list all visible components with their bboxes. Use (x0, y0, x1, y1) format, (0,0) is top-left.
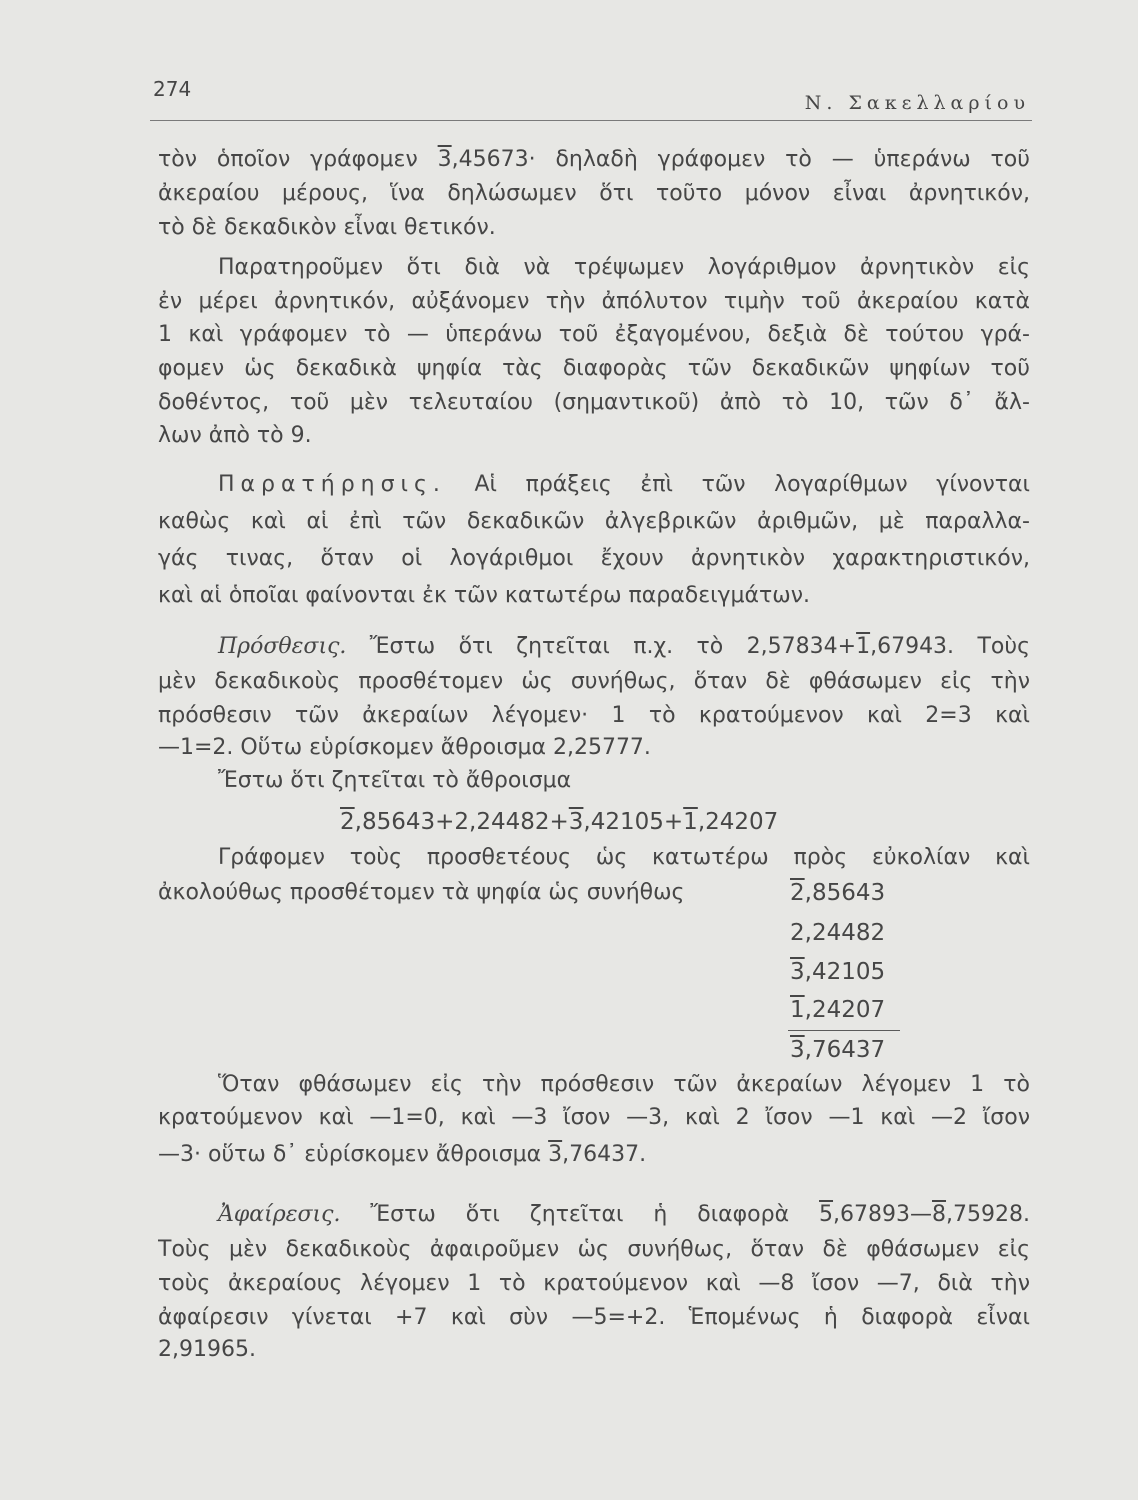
negative-characteristic: 8 (932, 1202, 947, 1227)
negative-characteristic: 3 (790, 1037, 805, 1063)
text-line: μὲν δεκαδικοὺς προσθέτομεν ὡς συνήθως, ὅταν δὲ φθάσωμεν εἰς τὴν (158, 669, 1030, 694)
text-line: Ἔστω ὅτι ζητεῖται τὸ ἄθροισμα (218, 768, 572, 793)
negative-characteristic: 5 (819, 1202, 834, 1227)
addend-2: 2,24482 (790, 920, 886, 946)
addend-digits: ,24207 (804, 997, 886, 1023)
text-line: ἀκεραίου μέρους, ἵνα δηλώσωμεν ὅτι τοῦτο μόνον εἶναι ἀρνητικόν, (158, 181, 1030, 206)
text-line: δοθέντος, τοῦ μὲν τελευταίου (σημαντικοῦ) ἀπὸ τὸ 10, τῶν δ᾽ ἄλ- (158, 390, 1030, 415)
sum-rule (788, 1030, 900, 1031)
text-line: ἀκολούθως προσθέτομεν τὰ ψηφία ὡς συνήθως (158, 880, 685, 905)
text-segment: ,42105+ (583, 809, 684, 835)
header-rule (150, 120, 1032, 121)
text-line: Τοὺς μὲν δεκαδικοὺς ἀφαιροῦμεν ὡς συνήθως, ὅταν δὲ φθάσωμεν εἰς (158, 1237, 1030, 1262)
negative-characteristic: 1 (683, 809, 698, 835)
text-segment: ,67893— (833, 1202, 933, 1227)
section-heading-addition: Πρόσθεσις. (218, 634, 347, 659)
negative-characteristic: 3 (548, 1142, 563, 1167)
text-line: Ὅταν φθάσωμεν εἰς τὴν πρόσθεσιν τῶν ἀκεραίων λέγομεν 1 τὸ (218, 1072, 1030, 1097)
running-head: Ν. Σακελλαρίου (804, 92, 1030, 114)
text-segment: Ἔστω ὅτι ζητεῖται ἡ διαφορὰ (340, 1202, 820, 1227)
sum-result (790, 1033, 885, 1067)
addend-3 (790, 955, 885, 989)
text-line (158, 1138, 1030, 1172)
sum-formula (340, 805, 778, 839)
negative-characteristic: 1 (856, 634, 871, 659)
text-line: —1=2. Οὕτω εὑρίσκομεν ἄθροισμα 2,25777. (158, 735, 651, 760)
text-line: τὸ δὲ δεκαδικὸν εἶναι θετικόν. (158, 215, 496, 240)
text-line: 1 καὶ γράφομεν τὸ — ὑπεράνω τοῦ ἐξαγομένου, δεξιὰ δὲ τούτου γρά- (158, 322, 1030, 347)
text-line: φομεν ὡς δεκαδικὰ ψηφία τὰς διαφορὰς τῶν δεκαδικῶν ψηφίων τοῦ (158, 356, 1030, 381)
text-segment: ,67943. Τοὺς (870, 634, 1030, 659)
negative-characteristic: 3 (568, 809, 584, 835)
text-segment: ,85643+2,24482+ (354, 809, 569, 835)
remark-heading: Παρατήρησις. (218, 472, 446, 497)
addend-digits: ,42105 (804, 959, 886, 985)
negative-characteristic: 3 (437, 147, 452, 172)
text-line: Παρατηροῦμεν ὅτι διὰ νὰ τρέψωμεν λογάριθμον ἀρνητικὸν εἰς (218, 255, 1030, 280)
negative-characteristic: 3 (790, 959, 805, 985)
text-segment: ,75928. (946, 1202, 1030, 1227)
addend-digits: ,85643 (804, 880, 886, 906)
negative-characteristic: 2 (340, 809, 355, 835)
text-line: τοὺς ἀκεραίους λέγομεν 1 τὸ κρατούμενον καὶ —8 ἴσον —7, διὰ τὴν (158, 1271, 1030, 1296)
text-segment: Αἱ πράξεις ἐπὶ τῶν λογαρίθμων γίνονται (445, 472, 1030, 497)
text-line: καθὼς καὶ αἱ ἐπὶ τῶν δεκαδικῶν ἀλγεβρικῶν ἀριθμῶν, μὲ παραλλα- (158, 509, 1030, 534)
text-line: Γράφομεν τοὺς προσθετέους ὡς κατωτέρω πρὸς εὐκολίαν καὶ (218, 845, 1030, 870)
text-line: πρόσθεσιν τῶν ἀκεραίων λέγομεν· 1 τὸ κρατούμενον καὶ 2=3 καὶ (158, 703, 1030, 728)
text-segment: τὸν ὁποῖον γράφομεν (158, 147, 438, 172)
text-line: λων ἀπὸ τὸ 9. (158, 423, 312, 448)
text-line: κρατούμενον καὶ —1=0, καὶ —3 ἴσον —3, καὶ 2 ἴσον —1 καὶ —2 ἴσον (158, 1105, 1030, 1130)
section-heading-subtraction: Ἀφαίρεσις. (218, 1202, 341, 1227)
sum-digits: ,76437 (804, 1037, 886, 1063)
addend-1 (790, 876, 885, 910)
page-number: 274 (153, 77, 192, 101)
text-line: γάς τινας, ὅταν οἱ λογάριθμοι ἔχουν ἀρνητικὸν χαρακτηριστικόν, (158, 546, 1030, 571)
text-segment: ,45673· δηλαδὴ γράφομεν τὸ — ὑπεράνω τοῦ (451, 147, 1030, 172)
text-line: 2,91965. (158, 1337, 256, 1362)
text-segment: ,76437. (562, 1142, 647, 1167)
text-line (158, 143, 1030, 177)
text-line: καὶ αἱ ὁποῖαι φαίνονται ἐκ τῶν κατωτέρω παραδειγμάτων. (158, 583, 811, 608)
text-segment: —3· οὕτω δ᾽ εὑρίσκομεν ἄθροισμα (158, 1142, 549, 1167)
text-line (158, 1198, 1030, 1232)
text-line (158, 630, 1030, 664)
text-line: ἀφαίρεσιν γίνεται +7 καὶ σὺν —5=+2. Ἑπομένως ἡ διαφορὰ εἶναι (158, 1305, 1030, 1330)
addend-4 (790, 993, 885, 1027)
negative-characteristic: 2 (790, 880, 805, 906)
text-segment: ,24207 (697, 809, 779, 835)
text-line (158, 468, 1030, 502)
negative-characteristic: 1 (790, 997, 805, 1023)
text-segment: Ἔστω ὅτι ζητεῖται π.χ. τὸ 2,57834+ (346, 634, 857, 659)
text-line: ἐν μέρει ἀρνητικόν, αὐξάνομεν τὴν ἀπόλυτον τιμὴν τοῦ ἀκεραίου κατὰ (158, 289, 1030, 314)
